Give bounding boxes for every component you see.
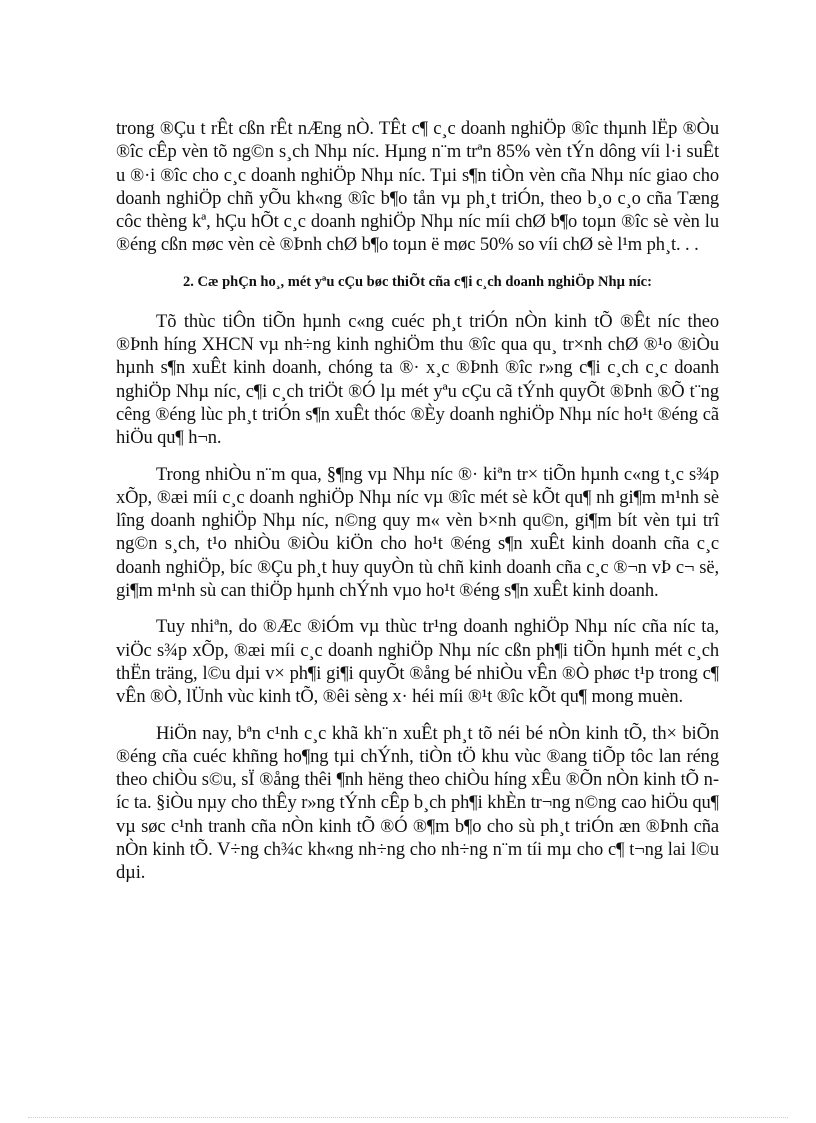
- page-bottom-divider: [28, 1117, 788, 1118]
- paragraph-1: trong ®Çu t rÊt cßn rÊt nÆng nÒ. TÊt c¶ c¸c doanh nghiÖp ®îc thµnh lËp ®Òu ®îc cÊp vèn tõ ng©n s¸ch Nhµ níc. Hµng n¨m trªn 85% vèn tÝn dông víi l·i suÊt u ®·i ®îc cho c¸c doanh nghiÖp Nhµ níc. Tµi s¶n tiÒn vèn cña Nhµ níc giao cho doanh nghiÖp chñ yÕu kh«ng ®îc b¶o tån vµ ph¸t triÓn, theo b¸o c¸o cña Tæng côc thèng kª, hÇu hÕt c¸c doanh nghiÖp Nhµ níc míi chØ b¶o toµn ®îc sè vèn lu ®éng cßn møc vèn cè ®Þnh chØ b¶o toµn ë møc 50% so víi chØ sè l¹m ph¸t. . .: [116, 119, 719, 256]
- paragraph-4: Tuy nhiªn, do ®Æc ®iÓm vµ thùc tr¹ng doanh nghiÖp Nhµ níc cña níc ta, viÖc s¾p xÕp, ®æi míi c¸c doanh nghiÖp Nhµ níc cßn ph¶i tiÕn hµnh mét c¸ch thËn träng, l©u dµi v× ph¶i gi¶i quyÕt ®ång bé nhiÒu vÊn ®Ò phøc t¹p trong c¶ vÊn ®Ò, lÜnh vùc kinh tÕ, ®êi sèng x· héi míi ®¹t ®îc kÕt qu¶ mong muèn.: [116, 617, 719, 708]
- document-body: [116, 118, 719, 899]
- paragraph-2: Tõ thùc tiÔn tiÕn hµnh c«ng cuéc ph¸t triÓn nÒn kinh tÕ ®Êt níc theo ®Þnh híng XHCN vµ nh÷ng kinh nghiÖm thu ®îc qua qu¸ tr×nh chØ ®¹o ®iÒu hµnh s¶n xuÊt kinh doanh, chóng ta ®· x¸c ®Þnh ®îc r»ng c¶i c¸ch c¸c doanh nghiÖp Nhµ níc, c¶i c¸ch triÖt ®Ó lµ mét yªu cÇu cã tÝnh quyÕt ®Þnh ®Õ t¨ng cêng ®éng lùc ph¸t triÓn s¶n xuÊt thóc ®Èy doanh nghiÖp Nhµ níc ho¹t ®éng cã hiÖu qu¶ h¬n.: [116, 311, 719, 449]
- section-heading: 2. Cæ phÇn ho¸, mét yªu cÇu bøc thiÕt cña c¶i c¸ch doanh nghiÖp Nhµ níc:: [183, 273, 652, 290]
- paragraph-3: Trong nhiÒu n¨m qua, §¶ng vµ Nhµ níc ®· kiªn tr× tiÕn hµnh c«ng t¸c s¾p xÕp, ®æi míi c¸c doanh nghiÖp Nhµ níc vµ ®îc mét sè kÕt qu¶ nh gi¶m m¹nh sè lîng doanh nghiÖp Nhµ níc, n©ng quy m« vèn b×nh qu©n, gi¶m bít vèn tµi trî ng©n s¸ch, t¹o nhiÒu ®iÒu kiÖn cho ho¹t ®éng s¶n xuÊt kinh doanh cña c¸c doanh nghiÖp, bíc ®Çu ph¸t huy quyÒn tù chñ kinh doanh cña c¸c ®¬n vÞ c¬ së, gi¶m m¹nh sù can thiÖp hµnh chÝnh vµo ho¹t ®éng s¶n xuÊt kinh doanh.: [116, 464, 719, 602]
- paragraph-5: HiÖn nay, bªn c¹nh c¸c khã kh¨n xuÊt ph¸t tõ néi bé nÒn kinh tÕ, th× biÕn ®éng cña cuéc khñng ho¶ng tµi chÝnh, tiÒn tÖ khu vùc ®ang tiÕp tôc lan réng theo chiÒu s©u, sÏ ®ång thêi ¶nh hëng theo chiÒu híng xÊu ®Õn nÒn kinh tÕ níc ta. §iÒu nµy cho thÊy r»ng tÝnh cÊp b¸ch ph¶i khÈn tr¬ng n©ng cao hiÖu qu¶ vµ søc c¹nh tranh cña nÒn kinh tÕ ®Ó ®¶m b¶o cho sù ph¸t triÓn æn ®Þnh cña nÒn kinh tÕ. V÷ng ch¾c kh«ng nh÷ng cho nh÷ng n¨m tíi mµ cho c¶ t¬ng lai l©u dµi.: [116, 723, 719, 884]
